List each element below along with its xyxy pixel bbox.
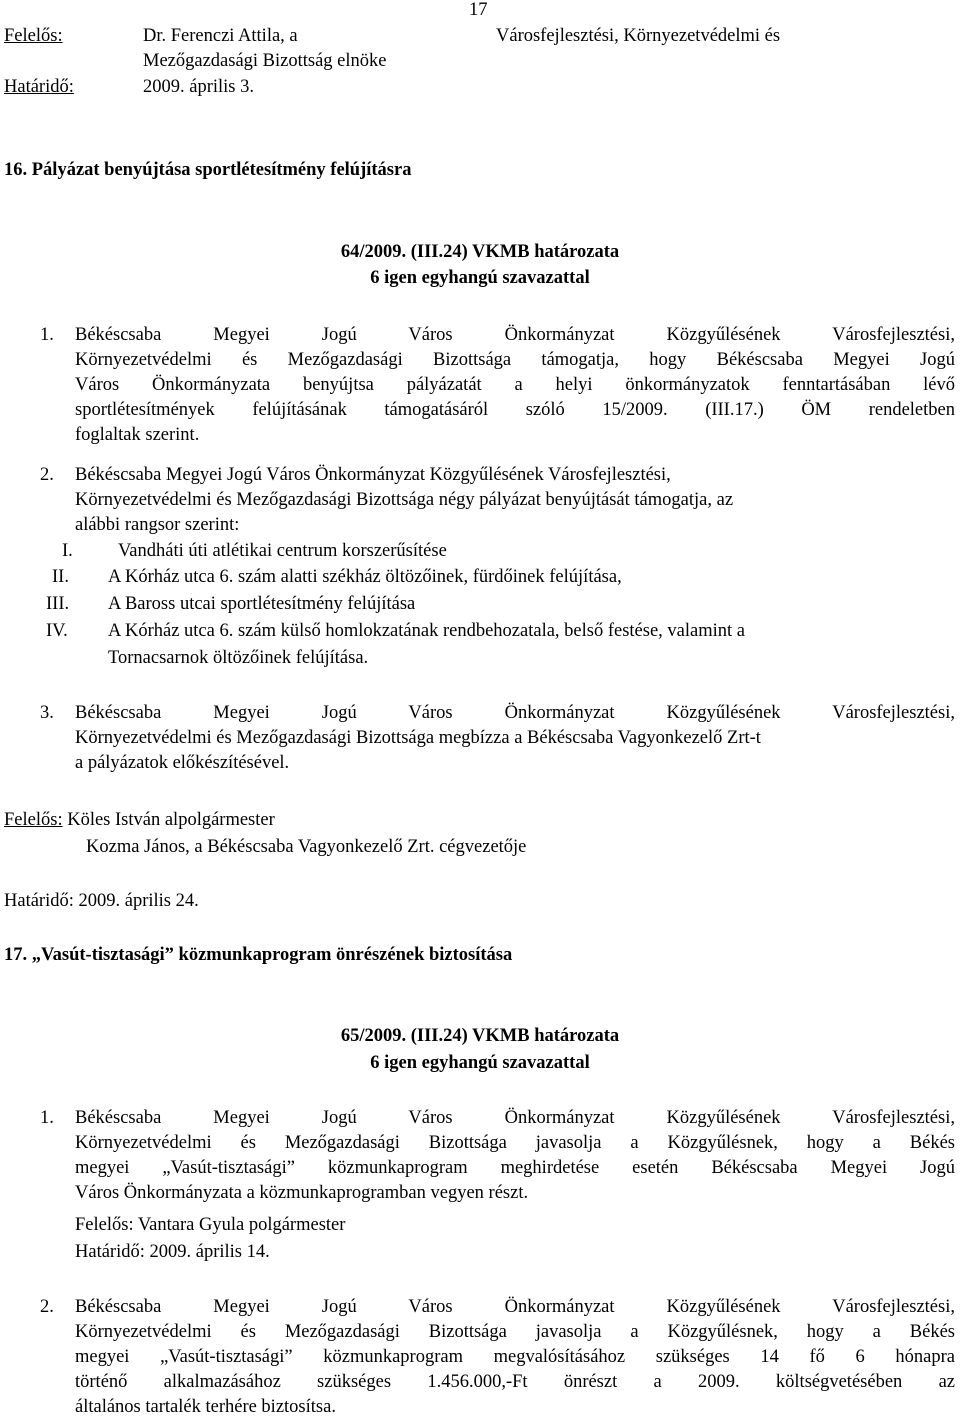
s16-felelos [4,808,275,833]
rank-item-i: Vandháti úti atlétikai centrum korszerűsítése [118,541,447,561]
header-felelos-name: Dr. Ferenczi Attila, a [143,26,298,46]
paragraph-line: általános tartalék terhére biztosítsa. [75,1397,336,1417]
paragraph-line: Környezetvédelmi és Mezőgazdasági Bizottsága négy pályázat benyújtását támogatja, az [75,490,734,510]
header-committee-line2: Mezőgazdasági Bizottság elnöke [143,51,387,71]
paragraph-line: Békéscsaba Megyei Jogú Város Önkormányzat Közgyűlésének Városfejlesztési, [75,1297,955,1317]
paragraph-line: Békéscsaba Megyei Jogú Város Önkormányzat Közgyűlésének Városfejlesztési, [75,1108,955,1128]
paragraph-line: Békéscsaba Megyei Jogú Város Önkormányzat Közgyűlésének Városfejlesztési, [75,325,955,345]
paragraph-line: történő alkalmazásához szükséges 1.456.000,-Ft önrészt a 2009. költségvetésében az [75,1372,955,1392]
rank-item-iii: A Baross utcai sportlétesítmény felújítása [108,594,416,614]
header-committee-line1: Városfejlesztési, Környezetvédelmi és [496,26,781,46]
felelos-person-1: Köles István alpolgármester [67,810,275,830]
s17-p1-number: 1. [40,1108,54,1128]
section-17-vote: 6 igen egyhangú szavazattal [370,1053,590,1073]
paragraph-line: Város Önkormányzata a közmunkaprogramban vegyen részt. [75,1183,529,1203]
s16-hatarido: Határidő: 2009. április 24. [4,891,199,911]
section-16-title: 16. Pályázat benyújtása sportlétesítmény felújításra [4,160,412,180]
s16-paragraph-2 [75,463,955,538]
s17-p1-hatarido: Határidő: 2009. április 14. [75,1242,270,1262]
paragraph-line: Város Önkormányzata benyújtsa pályázatát a helyi önkormányzatok fenntartásában lévő [75,375,955,395]
s16-felelos-person-2: Kozma János, a Békéscsaba Vagyonkezelő Zrt. cégvezetője [86,837,527,857]
paragraph-line: Környezetvédelmi és Mezőgazdasági Bizottsága támogatja, hogy Békéscsaba Megyei Jogú [75,350,955,370]
s16-p1-number: 1. [40,325,54,345]
paragraph-line: Békéscsaba Megyei Jogú Város Önkormányzat Közgyűlésének Városfejlesztési, [75,703,955,723]
paragraph-line: Környezetvédelmi és Mezőgazdasági Bizottsága javasolja a Közgyűlésnek, hogy a Békés [75,1322,955,1342]
header-hatarido-date: 2009. április 3. [143,77,254,97]
rank-number-iii: III. [46,594,70,614]
s16-p2-number: 2. [40,465,54,485]
s17-p2-number: 2. [40,1297,54,1317]
paragraph-line: megyei „Vasút-tisztasági” közmunkaprogram megvalósításához szükséges 14 fő 6 hónapra [75,1347,955,1367]
paragraph-line: megyei „Vasút-tisztasági” közmunkaprogram meghirdetése esetén Békéscsaba Megyei Jogú [75,1158,955,1178]
paragraph-line: foglaltak szerint. [75,425,200,445]
s16-paragraph-3 [75,701,955,776]
paragraph-line: sportlétesítmények felújításának támogatásáról szóló 15/2009. (III.17.) ÖM rendeletben [75,400,955,420]
rank-item-iv: A Kórház utca 6. szám külső homlokzatának rendbehozatala, belső festése, valamint a [108,621,745,641]
felelos-label: Felelős: [4,810,63,830]
s16-paragraph-1 [75,323,955,448]
paragraph-line: a pályázatok előkészítésével. [75,753,290,773]
rank-item-iv-continuation: Tornacsarnok öltözőinek felújítása. [108,648,369,668]
header-felelos-label: Felelős: [4,26,63,46]
rank-number-i: I. [62,541,73,561]
paragraph-line: Környezetvédelmi és Mezőgazdasági Bizottsága megbízza a Békéscsaba Vagyonkezelő Zrt-t [75,728,761,748]
rank-number-iv: IV. [46,621,68,641]
section-16-vote: 6 igen egyhangú szavazattal [370,268,590,288]
section-17-resolution: 65/2009. (III.24) VKMB határozata [340,1026,620,1046]
s16-p3-number: 3. [40,703,54,723]
paragraph-line: alábbi rangsor szerint: [75,515,240,535]
paragraph-line: Békéscsaba Megyei Jogú Város Önkormányzat Közgyűlésének Városfejlesztési, [75,465,671,485]
s17-paragraph-2 [75,1295,955,1420]
s17-paragraph-1 [75,1106,955,1206]
page-number: 17 [469,0,488,20]
section-16-resolution: 64/2009. (III.24) VKMB határozata [340,242,620,262]
s17-p1-felelos: Felelős: Vantara Gyula polgármester [75,1215,346,1235]
rank-item-ii: A Kórház utca 6. szám alatti székház öltözőinek, fürdőinek felújítása, [108,567,622,587]
section-17-title: 17. „Vasút-tisztasági” közmunkaprogram önrészének biztosítása [4,945,513,965]
paragraph-line: Környezetvédelmi és Mezőgazdasági Bizottsága javasolja a Közgyűlésnek, hogy a Békés [75,1133,955,1153]
header-hatarido-label: Határidő: [4,77,74,97]
rank-number-ii: II. [52,567,69,587]
